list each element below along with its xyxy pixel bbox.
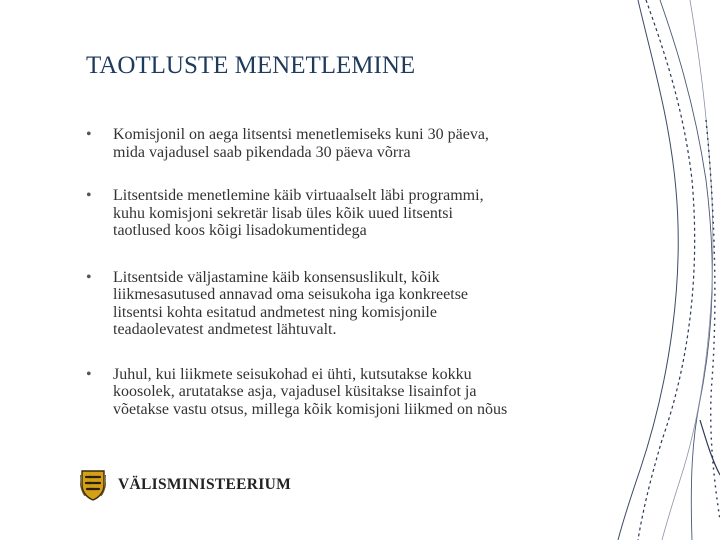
bullet-line: kuhu komisjoni sekretär lisab üles kõik uued litsentsi: [113, 204, 453, 222]
bullet-line: Juhul, kui liikmete seisukohad ei ühti, kutsutakse kokku: [113, 365, 472, 383]
bullet-item: [86, 126, 626, 161]
slide-title: TAOTLUSTE MENETLEMINE: [86, 52, 416, 79]
bullet-line: taotlused koos kõigi lisadokumentidega: [113, 222, 367, 239]
bullet-line: teadaolevatest andmetest lähtuvalt.: [113, 321, 337, 338]
bullet-list: [86, 126, 626, 418]
bullet-dot-icon: •: [86, 187, 92, 204]
bullet-line: koosolek, arutatakse asja, vajadusel küsitakse lisainfot ja: [113, 383, 477, 400]
decor-line-1: [618, 0, 678, 540]
decor-line-4: [662, 0, 713, 540]
bullet-line: liikmesasutused annavad oma seisukoha iga konkreetse: [113, 286, 469, 303]
bullet-line: Litsentside menetlemine käib virtuaalselt läbi programmi,: [113, 187, 484, 204]
bullet-line: mida vajadusel saab pikendada 30 päeva võrra: [113, 143, 411, 161]
bullet-item: [86, 269, 626, 339]
estonian-coat-of-arms-icon: [80, 469, 106, 501]
bullet-dot-icon: •: [86, 126, 92, 143]
bullet-item: [86, 187, 626, 240]
bullet-dot-icon: •: [86, 268, 92, 286]
decor-line-6: [700, 420, 720, 475]
bullet-item: [86, 366, 626, 419]
bullet-line: Komisjonil on aega litsentsi menetlemiseks kuni 30 päeva,: [113, 126, 489, 143]
bullet-dot-icon: •: [86, 365, 92, 383]
bullet-line: Litsentside väljastamine käib konsensuslikult, kõik: [113, 268, 440, 286]
bullet-line: võetakse vastu otsus, millega kõik komisjoni liikmed on nõus: [113, 400, 508, 418]
bullet-line: litsentsi kohta esitatud andmetest ning komisjonile: [113, 303, 437, 321]
ministry-logo: [80, 468, 291, 502]
ministry-logo-text: VÄLISMINISTEERIUM: [118, 476, 292, 493]
